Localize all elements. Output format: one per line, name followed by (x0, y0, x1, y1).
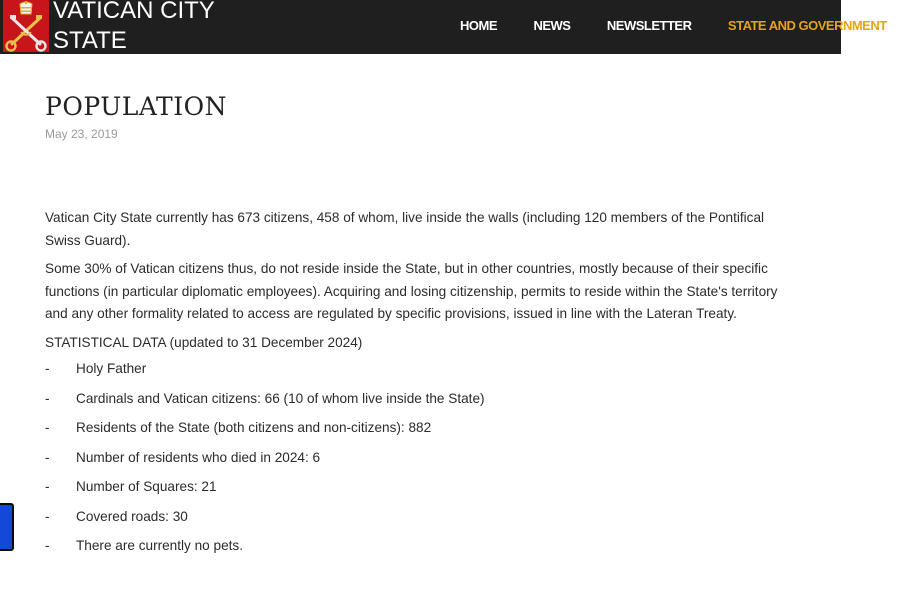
bullet-dash: - (45, 420, 50, 435)
nav-home-link[interactable]: HOME (460, 18, 497, 33)
list-item (45, 535, 795, 565)
article-body (45, 207, 795, 565)
nav-newsletter-link[interactable]: NEWSLETTER (606, 18, 692, 33)
paragraph-citizenship: Some 30% of Vatican citizens thus, do not reside inside the State, but in other countries, mostly because of their specific functions (in particular diplomatic employees). Acquiring and losing citizenship, permits to reside within the State's territory and any other formality related to access are regulated by specific provisions, issued in line with the Lateran Treaty. (45, 261, 778, 321)
site-title[interactable] (53, 0, 215, 56)
bullet-dash: - (45, 361, 50, 376)
page-title: POPULATION (45, 92, 227, 121)
stat-text: Holy Father (76, 361, 147, 376)
stat-text: Residents of the State (both citizens and non-citizens): 882 (76, 420, 432, 435)
list-item (45, 388, 795, 418)
publish-date: May 23, 2019 (45, 127, 118, 141)
side-tab-button[interactable] (0, 503, 14, 551)
bullet-dash: - (45, 508, 50, 524)
site-title-line-1: VATICAN CITY (53, 0, 215, 24)
paragraph-citizens: Vatican City State currently has 673 citizens, 458 of whom, live inside the walls (including 120 members of the Pontifical Swiss Guard). (45, 210, 765, 248)
article-header (45, 90, 795, 141)
bullet-dash: - (45, 390, 50, 406)
bullet-dash: - (45, 538, 50, 553)
nav-news-link[interactable]: NEWS (533, 18, 571, 33)
main-navigation (460, 17, 919, 35)
statistical-data-heading: STATISTICAL DATA (updated to 31 December 2024) (45, 334, 363, 350)
stat-text: Number of Squares: 21 (76, 479, 217, 494)
bullet-dash: - (45, 449, 50, 465)
papal-coat-of-arms-icon[interactable] (3, 0, 49, 52)
list-item (45, 476, 795, 506)
site-title-line-2: STATE (53, 27, 127, 54)
list-item (45, 506, 795, 536)
nav-state-and-government-link[interactable]: STATE AND GOVERNMENT (727, 18, 887, 33)
list-item (45, 447, 795, 477)
stat-text: Number of residents who died in 2024: 6 (76, 449, 321, 465)
stat-text: There are currently no pets. (76, 538, 243, 553)
stat-text: Covered roads: 30 (76, 508, 188, 524)
list-item (45, 417, 795, 447)
statistics-list (45, 358, 795, 565)
list-item (45, 358, 795, 388)
stat-text: Cardinals and Vatican citizens: 66 (10 of whom live inside the State) (76, 390, 485, 406)
top-header-bar (0, 0, 887, 54)
bullet-dash: - (45, 479, 50, 494)
